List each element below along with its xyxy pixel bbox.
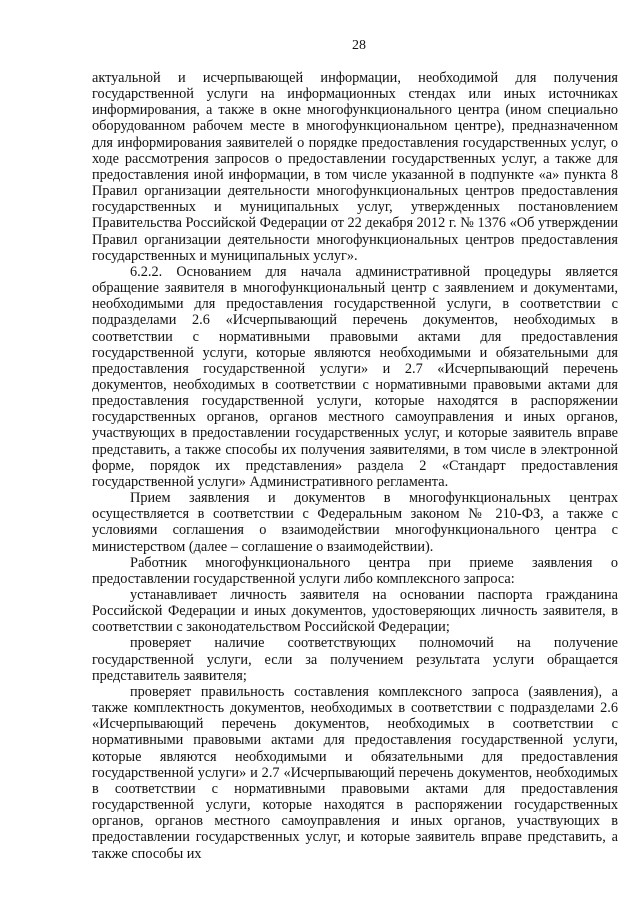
paragraph-completeness: проверяет правильность составления комплексного запроса (заявления), а также комплектность документов, необходимых в соответствии с подразделами 2.6 «Исчерпывающий перечень документов, необходимых в соответствии с нормативными правовыми актами для предоставления государственной услуги, которые являются необходимыми и обязательными для предоставления государственной услуги» и 2.7 «Исчерпывающий перечень документов, необходимых в соответствии с нормативными правовыми актами для предоставления государственной услуги, которые находятся в распоряжении государственных органов, органов местного самоуправления и иных органов, участвующих в предоставлении государственных услуг, и которые заявитель вправе представить, а также способы их	[92, 683, 618, 862]
paragraph-6-2-2: 6.2.2. Основанием для начала административной процедуры является обращение заявителя в многофункциональный центр с заявлением и документами, необходимыми для предоставления государственной услуги, в соответствии с подразделами 2.6 «Исчерпывающий перечень документов, необходимых в соответствии с нормативными правовыми актами для предоставления государственной услуги, которые являются необходимыми и обязательными для предоставления государственной услуги» и 2.7 «Исчерпывающий перечень документов, необходимых в соответствии с нормативными правовыми актами для предоставления государственной услуги, которые находятся в распоряжении государственных органов, органов местного самоуправления и иных органов, участвующих в предоставлении государственных услуг, и которые заявитель вправе представить, а также способы их получения заявителями, в том числе в электронной форме, порядок их представления» раздела 2 «Стандарт предоставления государственной услуги» Административного регламента.	[92, 263, 618, 490]
paragraph-continuation: актуальной и исчерпывающей информации, необходимой для получения государственной услуги на информационных стендах или иных источниках информирования, а также в окне многофункционального центра (ином специально оборудованном рабочем месте в многофункциональном центре), предназначенном для информирования заявителей о порядке предоставления государственных услуг, о ходе рассмотрения запросов о предоставлении государственных услуг, а также для предоставления иной информации, в том числе указанной в подпункте «а» пункта 8 Правил организации деятельности многофункциональных центров предоставления государственных и муниципальных услуг, утвержденных постановлением Правительства Российской Федерации от 22 декабря 2012 г. № 1376 «Об утверждении Правил организации деятельности многофункциональных центров предоставления государственных и муниципальных услуг».	[92, 70, 618, 264]
paragraph-authority: проверяет наличие соответствующих полномочий на получение государственной услуги, если за получением результата услуги обращается представитель заявителя;	[92, 635, 618, 684]
page-number: 28	[352, 38, 366, 53]
paragraph-worker-duties: Работник многофункционального центра при приеме заявления о предоставлении государственной услуги либо комплексного запроса:	[92, 554, 618, 587]
document-body	[92, 70, 618, 862]
paragraph-identity: устанавливает личность заявителя на основании паспорта гражданина Российской Федерации и иных документов, удостоверяющих личность заявителя, в соответствии с законодательством Российской Федерации;	[92, 587, 618, 636]
paragraph-reception: Прием заявления и документов в многофункциональных центрах осуществляется в соответствии с Федеральным законом № 210-ФЗ, а также с условиями соглашения о взаимодействии многофункционального центра с министерством (далее – соглашение о взаимодействии).	[92, 490, 618, 555]
